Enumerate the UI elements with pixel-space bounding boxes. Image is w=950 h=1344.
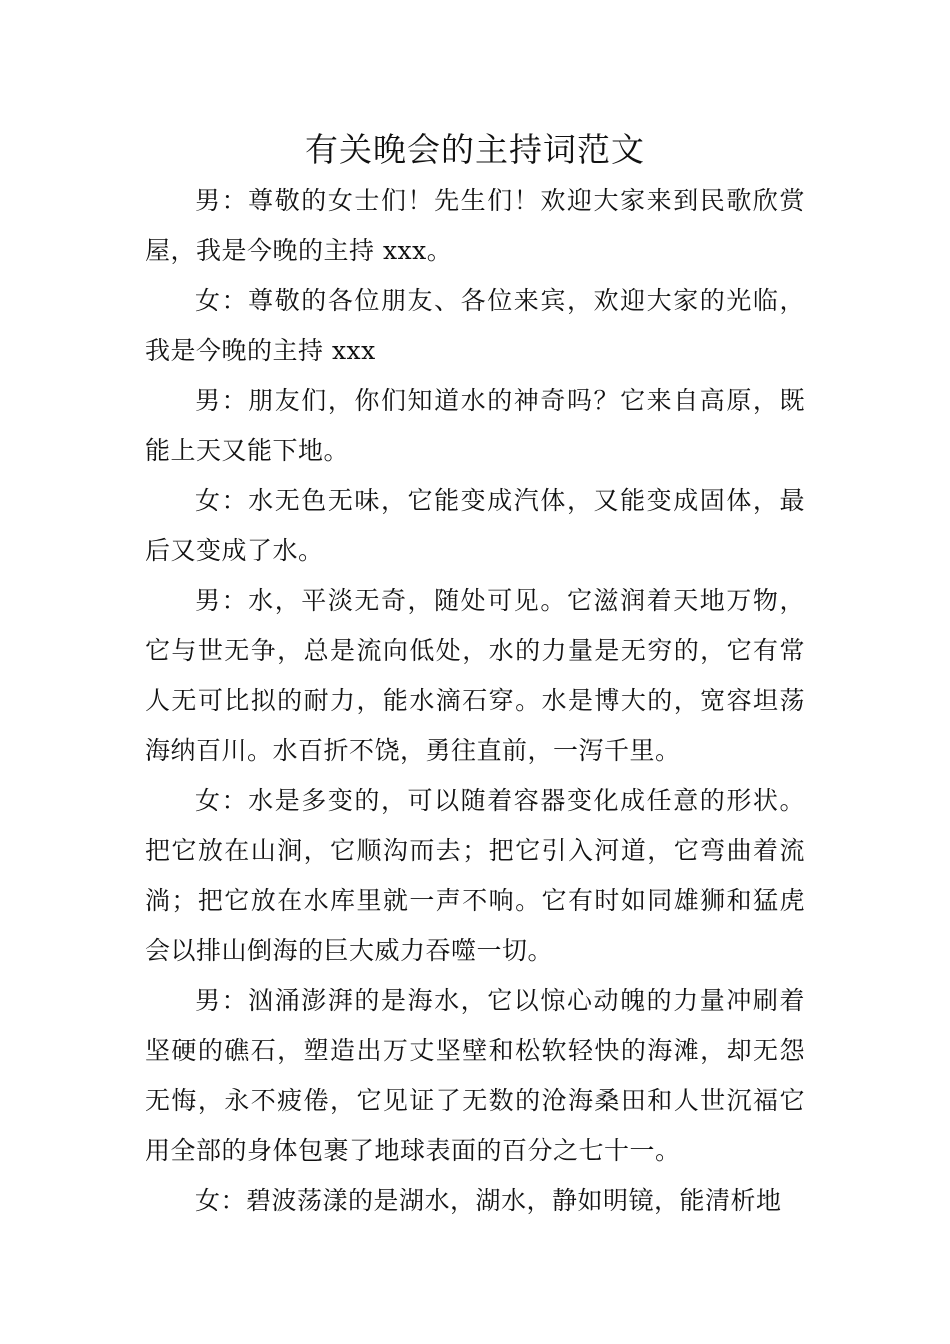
paragraph-1: 男：尊敬的女士们！先生们！欢迎大家来到民歌欣赏屋，我是今晚的主持 xxx。 <box>145 186 805 265</box>
paragraph-6: 女：水是多变的，可以随着容器变化成任意的形状。把它放在山涧，它顺沟而去；把它引入河道，它弯曲着流淌；把它放在水库里就一声不响。它有时如同雄狮和猛虎会以排山倒海的巨大威力吞噬一切。 <box>145 786 805 965</box>
paragraph-5: 男：水，平淡无奇，随处可见。它滋润着天地万物，它与世无争，总是流向低处，水的力量是无穷的，它有常人无可比拟的耐力，能水滴石穿。水是博大的，宽容坦荡海纳百川。水百折不饶，勇往直前，一泻千里。 <box>145 586 805 765</box>
paragraph-4: 女：水无色无味，它能变成汽体，又能变成固体，最后又变成了水。 <box>145 486 805 565</box>
document-title: 有关晚会的主持词范文 <box>305 130 645 169</box>
paragraph-7: 男：汹涌澎湃的是海水，它以惊心动魄的力量冲刷着坚硬的礁石，塑造出万丈坚壁和松软轻快的海滩，却无怨无悔，永不疲倦，它见证了无数的沧海桑田和人世沉福它用全部的身体包裹了地球表面的百分之七十一。 <box>145 986 805 1165</box>
document-body <box>145 176 805 1226</box>
paragraph-3: 男：朋友们，你们知道水的神奇吗？它来自高原，既能上天又能下地。 <box>145 386 805 465</box>
paragraph-8: 女：碧波荡漾的是湖水，湖水，静如明镜，能清析地 <box>195 1186 782 1215</box>
paragraph-2: 女：尊敬的各位朋友、各位来宾，欢迎大家的光临，我是今晚的主持 xxx <box>145 286 805 365</box>
